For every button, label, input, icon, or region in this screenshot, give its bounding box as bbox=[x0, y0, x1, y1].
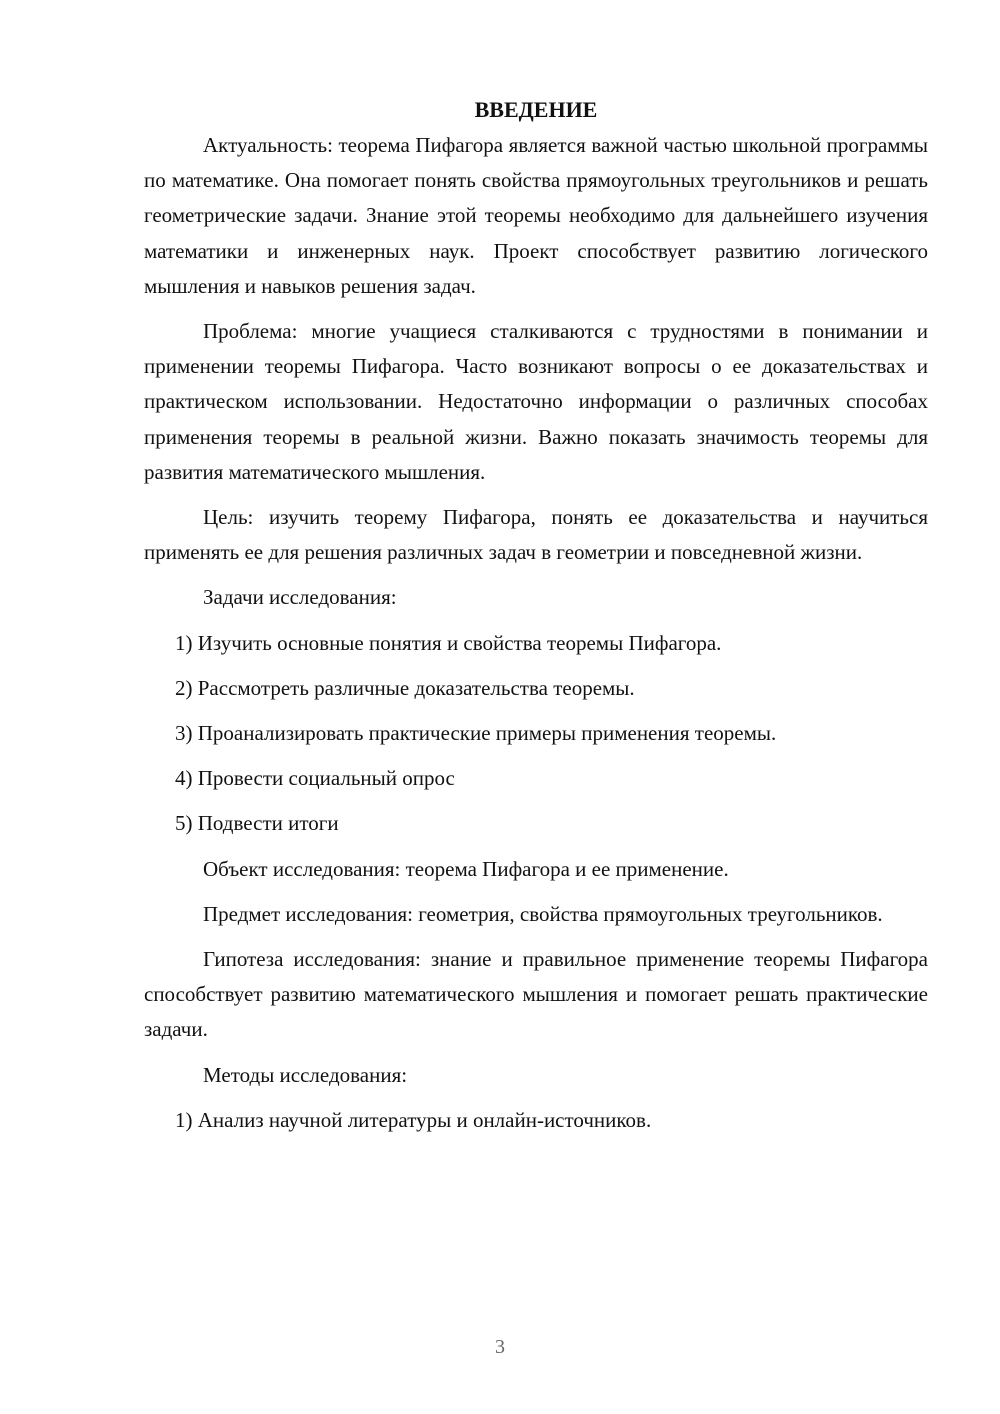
task-item: 2) Рассмотреть различные доказательства теоремы. bbox=[175, 675, 635, 700]
subject-paragraph: Предмет исследования: геометрия, свойства прямоугольных треугольников. bbox=[203, 901, 883, 926]
page-number: 3 bbox=[495, 1336, 505, 1358]
method-item: 1) Анализ научной литературы и онлайн-источников. bbox=[175, 1107, 652, 1132]
document-page bbox=[144, 92, 928, 1138]
task-item: 3) Проанализировать практические примеры применения теоремы. bbox=[175, 721, 777, 746]
task-item: 4) Провести социальный опрос bbox=[175, 766, 455, 791]
methods-label: Методы исследования: bbox=[203, 1062, 408, 1087]
problem-paragraph: Проблема: многие учащиеся сталкиваются с трудностями в понимании и применении теоремы Пифагора. Часто возникают вопросы о ее доказательствах и практическом использовании. Недостаточно информации о различных способах применения теоремы в реальной жизни. Важно показать значимость теоремы для развития математического мышления. bbox=[144, 319, 928, 484]
object-paragraph: Объект исследования: теорема Пифагора и ее применение. bbox=[203, 856, 729, 881]
section-title: ВВЕДЕНИЕ bbox=[474, 97, 598, 122]
relevance-paragraph: Актуальность: теорема Пифагора является важной частью школьной программы по математике. Она помогает понять свойства прямоугольных треугольников и решать геометрические задачи. Знание этой теоремы необходимо для дальнейшего изучения математики и инженерных наук. Проект способствует развитию логического мышления и навыков решения задач. bbox=[144, 133, 928, 298]
task-item: 1) Изучить основные понятия и свойства теоремы Пифагора. bbox=[175, 630, 722, 655]
hypothesis-paragraph: Гипотеза исследования: знание и правильное применение теоремы Пифагора способствует развитию математического мышления и помогает решать практические задачи. bbox=[144, 947, 928, 1042]
tasks-label: Задачи исследования: bbox=[203, 585, 397, 610]
goal-paragraph: Цель: изучить теорему Пифагора, понять ее доказательства и научиться применять ее для решения различных задач в геометрии и повседневной жизни. bbox=[144, 505, 928, 565]
task-item: 5) Подвести итоги bbox=[175, 811, 339, 836]
